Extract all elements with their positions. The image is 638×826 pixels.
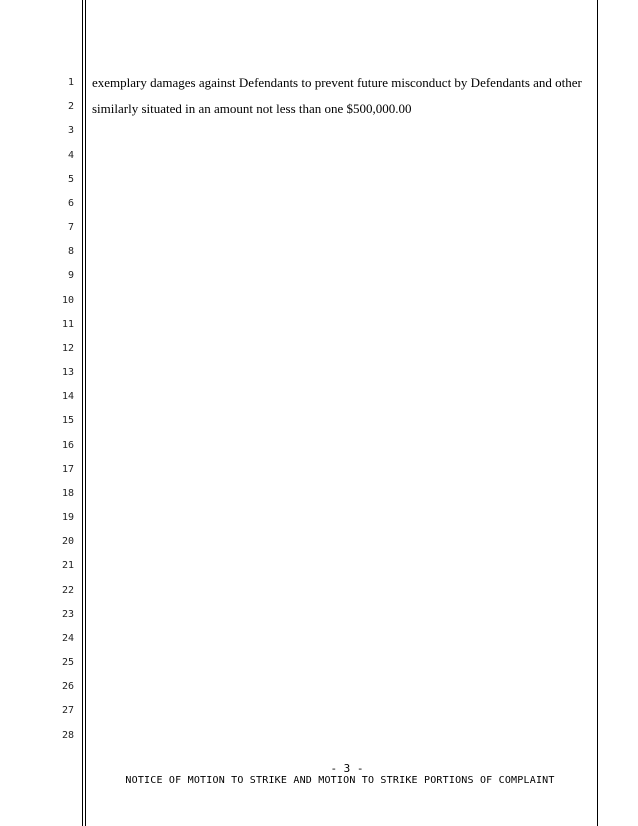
footer-title: NOTICE OF MOTION TO STRIKE AND MOTION TO STRIKE PORTIONS OF COMPLAINT bbox=[125, 775, 555, 786]
line-number: 7 bbox=[67, 222, 74, 233]
line-number: 11 bbox=[61, 319, 74, 330]
left-margin-rule bbox=[82, 0, 83, 826]
line-number: 1 bbox=[67, 77, 74, 88]
left-margin-rule-inner bbox=[85, 0, 86, 826]
line-number: 16 bbox=[61, 440, 74, 451]
right-margin-rule bbox=[597, 0, 598, 826]
line-number: 19 bbox=[61, 512, 74, 523]
line-number: 21 bbox=[61, 560, 74, 571]
footer-page-number: - 3 - bbox=[330, 762, 364, 775]
line-number: 13 bbox=[61, 367, 74, 378]
line-number: 8 bbox=[67, 246, 74, 257]
line-number: 3 bbox=[67, 125, 74, 136]
line-number: 27 bbox=[61, 705, 74, 716]
line-number: 23 bbox=[61, 609, 74, 620]
line-number: 15 bbox=[61, 415, 74, 426]
line-number: 28 bbox=[61, 730, 74, 741]
line-number: 12 bbox=[61, 343, 74, 354]
body-line: exemplary damages against Defendants to prevent future misconduct by Defendants and other bbox=[92, 75, 582, 90]
line-number: 4 bbox=[67, 150, 74, 161]
line-number: 14 bbox=[61, 391, 74, 402]
line-number: 5 bbox=[67, 174, 74, 185]
line-number: 24 bbox=[61, 633, 74, 644]
line-number: 22 bbox=[61, 585, 74, 596]
line-number: 17 bbox=[61, 464, 74, 475]
line-number: 20 bbox=[61, 536, 74, 547]
line-number: 26 bbox=[61, 681, 74, 692]
line-number: 25 bbox=[61, 657, 74, 668]
line-number: 18 bbox=[61, 488, 74, 499]
line-number: 6 bbox=[67, 198, 74, 209]
line-number: 10 bbox=[61, 295, 74, 306]
line-number: 9 bbox=[67, 270, 74, 281]
body-line: similarly situated in an amount not less than one $500,000.00 bbox=[92, 101, 412, 116]
line-number: 2 bbox=[67, 101, 74, 112]
